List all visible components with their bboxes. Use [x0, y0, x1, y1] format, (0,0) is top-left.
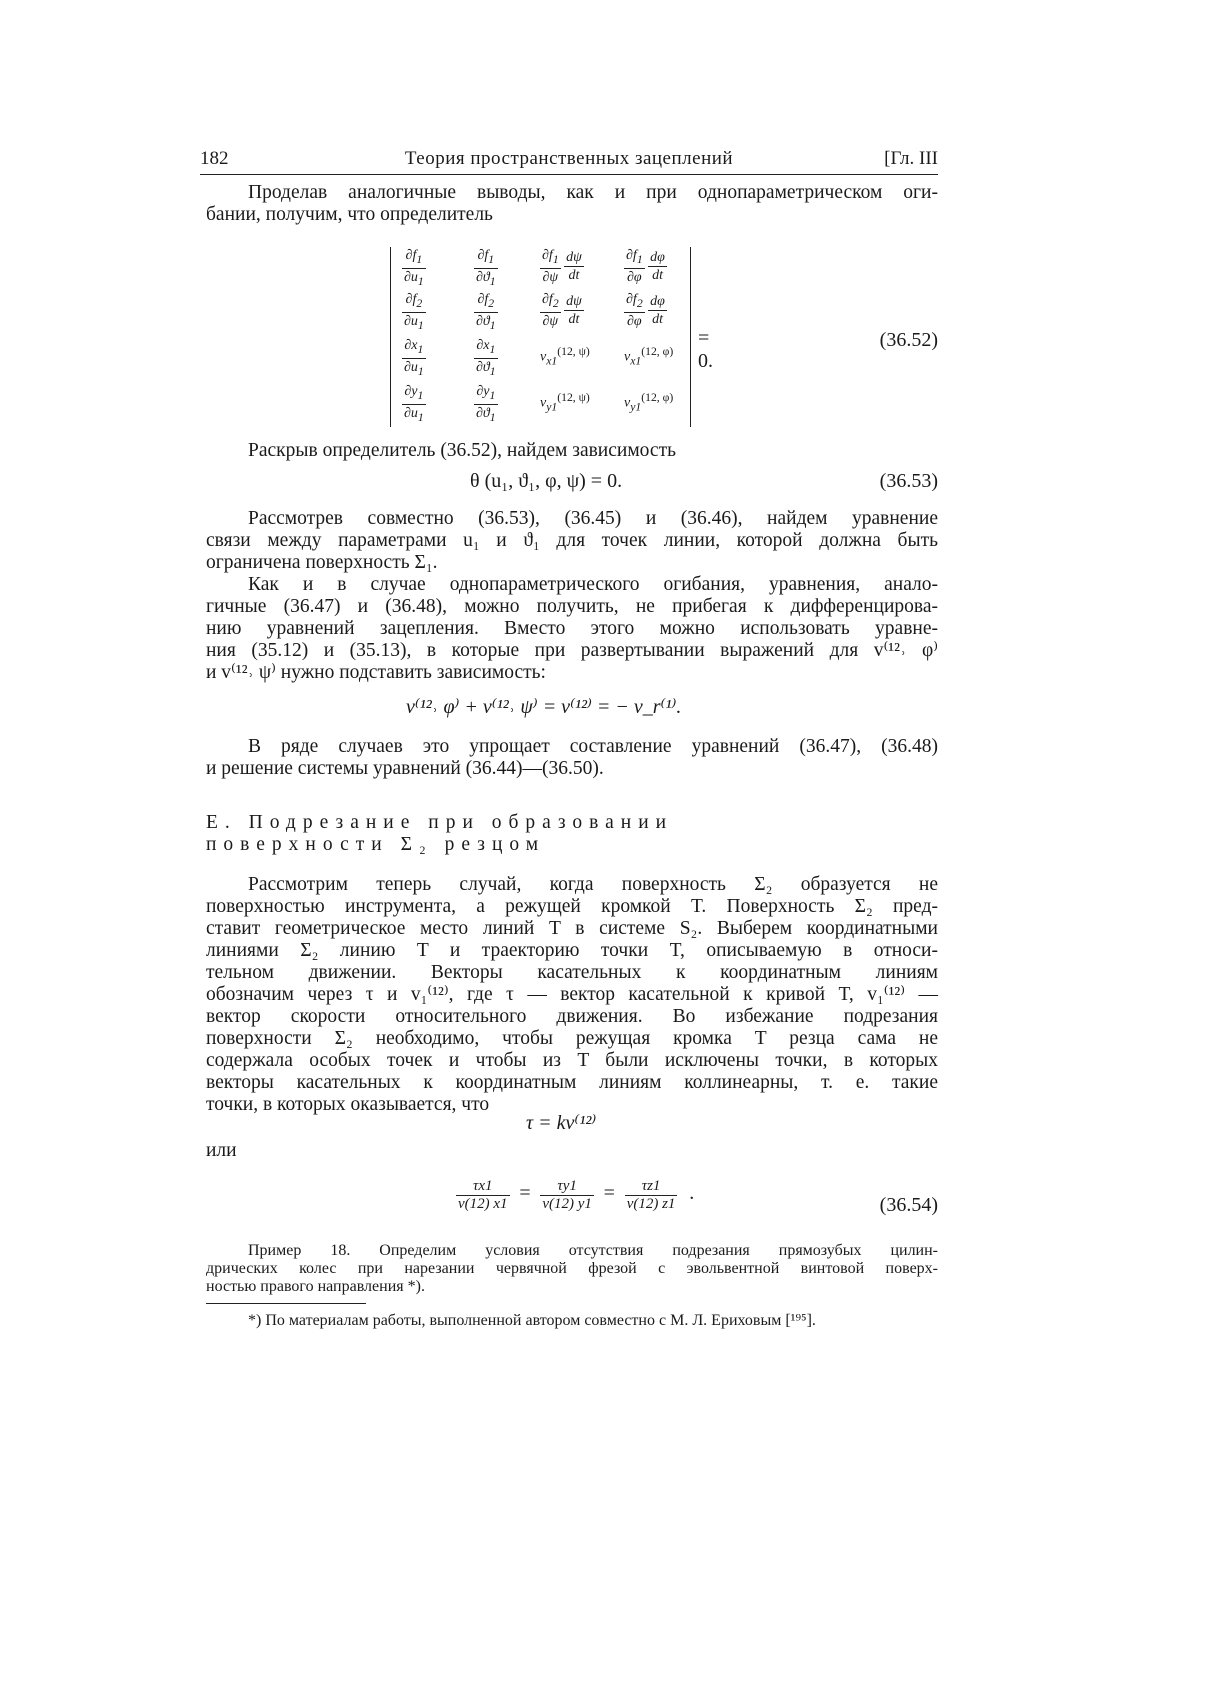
page-number: 182 [200, 148, 229, 169]
fraction-denominator: v(12) z1 [626, 1196, 676, 1212]
det-cell: $\frac{\partial y_1}{\partial ϑ_1}$ [476, 384, 496, 424]
det-cell: $\frac{\partial x_1}{\partial ϑ_1}$ [476, 338, 496, 378]
text-line: дрических колес при нарезании червячной фрезой с эвольвентной винтовой поверх- [206, 1260, 938, 1277]
section-heading [206, 812, 673, 856]
equation-36-53: θ (u₁, ϑ₁, φ, ψ) = 0. [470, 470, 623, 492]
text-line: ния (35.12) и (35.13), в которые при развертывании выражений для v⁽¹²˒ φ⁾ [206, 640, 938, 661]
text-line: содержала особых точек и чтобы из T были исключены точки, в которых [206, 1050, 938, 1071]
equals-sign: = [603, 1181, 615, 1204]
section-heading-line: Е. Подрезание при образовании [206, 812, 674, 833]
text-line: Рассмотрев совместно (36.53), (36.45) и (36.46), найдем уравнение [248, 508, 938, 529]
determinant-left-bar [390, 247, 391, 427]
velocity-sum-equation: v⁽¹²˒ φ⁾ + v⁽¹²˒ ψ⁾ = v⁽¹²⁾ = − v_r⁽¹⁾. [406, 696, 682, 718]
header-rule [200, 174, 938, 175]
fraction-numerator: τy1 [540, 1178, 594, 1196]
equation-36-54 [456, 1178, 694, 1213]
paragraph [206, 874, 938, 1116]
det-cell: $v_{y1}^{(12, \psi)}$ [540, 391, 590, 414]
example-18 [206, 1242, 938, 1296]
text-line: поверхности Σ₂ необходимо, чтобы режущая кромка T резца сама не [206, 1028, 938, 1049]
text-line: поверхностью инструмента, а режущей кромкой T. Поверхность Σ₂ пред- [206, 896, 938, 917]
det-cell: $\frac{\partial f_1}{\partial\varphi}$ $\frac{d\varphi}{dt}$ [626, 248, 665, 285]
footnote: *) По материалам работы, выполненной автором совместно с М. Л. Ериховым [¹⁹⁵]. [248, 1312, 816, 1329]
text-line: нию уравнений зацепления. Вместо этого можно использовать уравне- [206, 618, 938, 639]
text-line: векторы касательных к координатным линиям коллинеарны, т. е. такие [206, 1072, 938, 1093]
equation-number: (36.54) [879, 1194, 938, 1216]
det-cell: $v_{x1}^{(12, \psi)}$ [540, 345, 590, 368]
intro-paragraph [206, 182, 938, 226]
text-line: обозначим через τ и v₁⁽¹²⁾, где τ — вектор касательной к кривой T, v₁⁽¹²⁾ — [206, 984, 938, 1005]
tau-equation: τ = kv⁽¹²⁾ [526, 1112, 597, 1134]
text-line: тельном движении. Векторы касательных к координатным линиям [206, 962, 938, 983]
paragraph [206, 440, 938, 462]
fraction-numerator: τz1 [625, 1178, 678, 1196]
det-cell: $\frac{\partial f_1}{\partial u_1}$ [404, 248, 424, 288]
text-line: В ряде случаев это упрощает составление уравнений (36.47), (36.48) [248, 736, 938, 757]
equation-period: . [689, 1181, 695, 1204]
fraction-denominator: v(12) x1 [458, 1196, 508, 1212]
text-line: гичные (36.47) и (36.48), можно получить, не прибегая к дифференцирова- [206, 596, 938, 617]
text-line: вектор скорости относительного движения. Во избежание подрезания [206, 1006, 938, 1027]
text-line: Проделав аналогичные выводы, как и при однопараметрическом оги- [248, 182, 938, 203]
det-cell: $\frac{\partial x_1}{\partial u_1}$ [404, 338, 424, 378]
text-line: линиями Σ₂ линию T и траекторию точки T, описываемую в относи- [206, 940, 938, 961]
equals-sign: = [519, 1181, 531, 1204]
equation-number: (36.53) [879, 470, 938, 492]
det-cell: $\frac{\partial f_2}{\partial ϑ_1}$ [476, 292, 496, 332]
running-header [200, 148, 938, 176]
text-line: точки, в которых оказывается, что [206, 1094, 490, 1115]
text-line: ограничена поверхность Σ₁. [206, 552, 438, 573]
det-cell: $\frac{\partial f_1}{\partial ϑ_1}$ [476, 248, 496, 288]
text-line: Пример 18. Определим условия отсутствия подрезания прямозубых цилин- [248, 1242, 938, 1259]
fraction-denominator: v(12) y1 [542, 1196, 592, 1212]
section-heading-line: поверхности Σ₂ резцом [206, 834, 546, 855]
determinant-equals: = 0. [698, 327, 713, 372]
text-line: связи между параметрами u₁ и ϑ₁ для точек линии, которой должна быть [206, 530, 938, 551]
text-line: бании, получим, что определитель [206, 204, 493, 225]
determinant-right-bar [690, 247, 691, 427]
det-cell: $v_{y1}^{(12, \varphi)}$ [624, 391, 674, 414]
text-line: ностью правого направления *). [206, 1278, 425, 1295]
text-line: Раскрыв определитель (36.52), найдем зависимость [248, 440, 676, 461]
chapter-label: [Гл. III [884, 148, 938, 169]
text-line: ставит геометрическое место линий T в системе S₂. Выберем координатными [206, 918, 938, 939]
word-or: или [206, 1140, 237, 1161]
paragraph [206, 508, 938, 574]
text-line: Рассмотрим теперь случай, когда поверхность Σ₂ образуется не [248, 874, 938, 895]
footnote-rule [206, 1303, 366, 1304]
det-cell: $\frac{\partial f_1}{\partial\psi}$ $\frac{d\psi}{dt}$ [542, 248, 582, 285]
paragraph [206, 736, 938, 780]
fraction-numerator: τx1 [456, 1178, 510, 1196]
text-line: и решение системы уравнений (36.44)—(36.50). [206, 758, 604, 779]
equation-number: (36.52) [879, 329, 938, 351]
det-cell: $\frac{\partial f_2}{\partial\varphi}$ $\frac{d\varphi}{dt}$ [626, 292, 665, 329]
running-title: Теория пространственных зацеплений [404, 148, 734, 169]
paragraph [206, 574, 938, 684]
det-cell: $\frac{\partial y_1}{\partial u_1}$ [404, 384, 424, 424]
text-line: Как и в случае однопараметрического огибания, уравнения, анало- [248, 574, 938, 595]
det-cell: $\frac{\partial f_2}{\partial\psi}$ $\frac{d\psi}{dt}$ [542, 292, 582, 329]
det-cell: $v_{x1}^{(12, \varphi)}$ [624, 345, 674, 368]
determinant-36-52 [390, 247, 713, 427]
text-line: и v⁽¹²˒ ψ⁾ нужно подставить зависимость: [206, 662, 546, 683]
det-cell: $\frac{\partial f_2}{\partial u_1}$ [404, 292, 424, 332]
